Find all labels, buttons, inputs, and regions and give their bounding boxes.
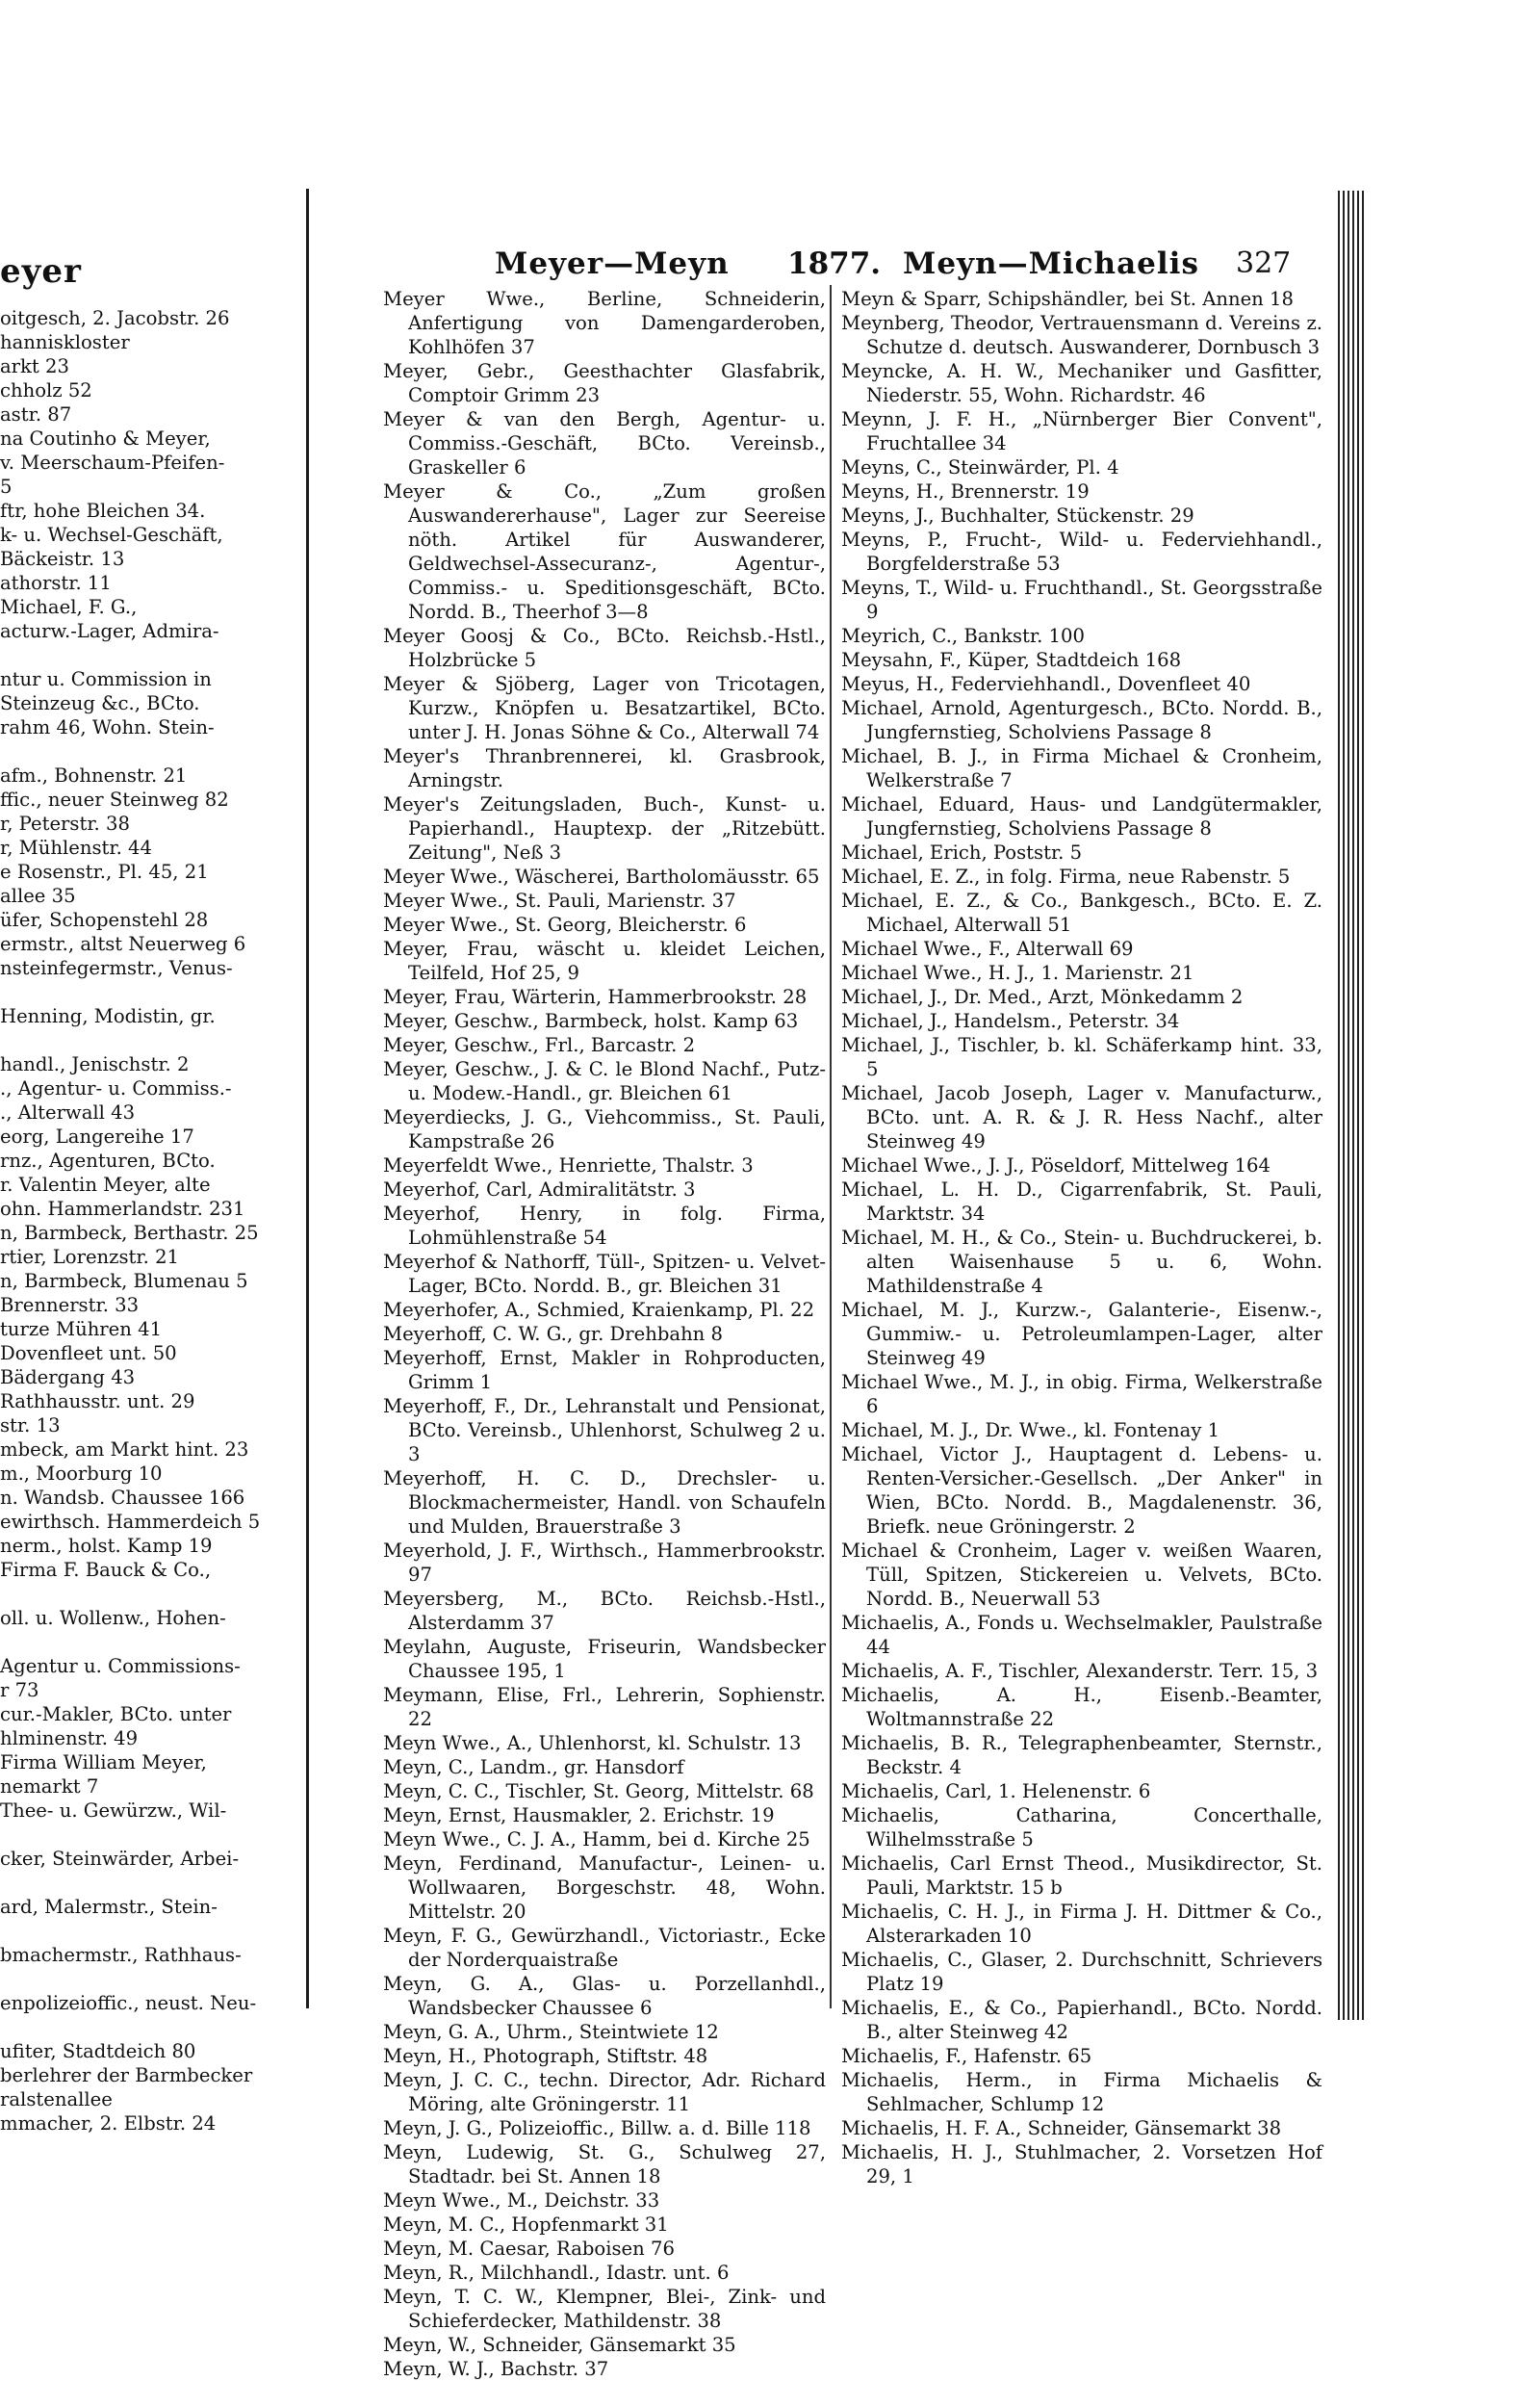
directory-entry: Michael, J., Dr. Med., Arzt, Mönkedamm 2 — [841, 986, 1244, 1008]
left-page-line: Bäckeistr. 13 — [0, 548, 125, 570]
directory-entry: Meyn, M. C., Hopfenmarkt 31 — [383, 2213, 669, 2236]
left-page-line: allee 35 — [0, 885, 76, 907]
left-page-fragment — [0, 0, 306, 2135]
directory-entry: Michael Wwe., H. J., 1. Marienstr. 21 — [841, 962, 1194, 984]
left-page-line: mmacher, 2. Elbstr. 24 — [0, 2112, 217, 2135]
left-page-line: astr. 87 — [0, 403, 72, 426]
left-page-line — [0, 1028, 302, 1052]
left-page-line: Bädergang 43 — [0, 1366, 136, 1388]
directory-entry: Michael Wwe., J. J., Pöseldorf, Mittelweg 164 — [841, 1154, 1270, 1177]
left-page-line: nsteinfegermstr., Venus- — [0, 957, 233, 979]
left-page-line: Brennerstr. 33 — [0, 1294, 140, 1316]
directory-entry: Meyer, Frau, Wärterin, Hammerbrookstr. 28 — [383, 986, 808, 1008]
left-page-line: nerm., holst. Kamp 19 — [0, 1535, 213, 1557]
left-page-line: enpolizeioffic., neust. Neu- — [0, 1992, 257, 2014]
directory-entry: Meyns, H., Brennerstr. 19 — [841, 480, 1090, 503]
left-page-line: ard, Malermstr., Stein- — [0, 1896, 218, 1918]
left-page-line: Henning, Modistin, gr. — [0, 1005, 216, 1027]
directory-entry: Meyns, P., Frucht-, Wild- u. Federviehhandl., Borgfelderstraße 53 — [841, 529, 1322, 575]
left-page-line — [0, 980, 302, 1004]
directory-entry: Meyerdiecks, J. G., Viehcommiss., St. Pauli, Kampstraße 26 — [383, 1106, 826, 1152]
directory-entry: Michaelis, Carl, 1. Helenenstr. 6 — [841, 1780, 1151, 1802]
directory-entry: Meyn, W., Schneider, Gänsemarkt 35 — [383, 2334, 736, 2356]
directory-entry: Meyersberg, M., BCto. Reichsb.-Hstl., Alsterdamm 37 — [383, 1588, 826, 1634]
directory-entry: Meyns, T., Wild- u. Fruchthandl., St. Georgsstraße 9 — [841, 577, 1322, 623]
left-page-line: arkt 23 — [0, 355, 69, 377]
directory-entry: Meyncke, A. H. W., Mechaniker und Gasfitter, Niederstr. 55, Wohn. Richardstr. 46 — [841, 360, 1322, 406]
directory-entry: Meyn, Ferdinand, Manufactur-, Leinen- u. Wollwaaren, Borgeschstr. 48, Wohn. Mittelstr. 20 — [383, 1852, 826, 1923]
directory-entry: Meyer, Geschw., J. & C. le Blond Nachf., Putz- u. Modew.-Handl., gr. Bleichen 61 — [383, 1058, 826, 1104]
left-page-line: ., Agentur- u. Commiss.- — [0, 1077, 232, 1100]
left-page-header: eyer — [0, 252, 82, 291]
left-page-line: nemarkt 7 — [0, 1775, 99, 1798]
directory-entry: Michael, Victor J., Hauptagent d. Lebens- u. Renten-Versicher.-Gesellsch. „Der Anker" in Wien, BCto. Nordd. B., Magdalenenstr. 36, Briefk. neue Gröningerstr. 2 — [841, 1443, 1322, 1538]
directory-entry: Meyer Wwe., Berline, Schneiderin, Anfertigung von Damengarderoben, Kohlhöfen 37 — [383, 288, 826, 358]
left-page-line: afm., Bohnenstr. 21 — [0, 764, 188, 787]
left-page-line: rtier, Lorenzstr. 21 — [0, 1246, 180, 1268]
directory-entry: Meyn, F. G., Gewürzhandl., Victoriastr., Ecke der Norderquaistraße — [383, 1925, 826, 1971]
left-page-line: n, Barmbeck, Berthastr. 25 — [0, 1222, 259, 1244]
directory-entry: Meyn, Ludewig, St. G., Schulweg 27, Stadtadr. bei St. Annen 18 — [383, 2141, 826, 2187]
directory-entry: Meylahn, Auguste, Friseurin, Wandsbecker Chaussee 195, 1 — [383, 1636, 826, 1682]
directory-entry: Meyer Goosj & Co., BCto. Reichsb.-Hstl., Holzbrücke 5 — [383, 625, 826, 671]
directory-entry: Meyn, C. C., Tischler, St. Georg, Mittelstr. 68 — [383, 1780, 814, 1802]
directory-entry: Meyn, J. G., Polizeioffic., Billw. a. d. Bille 118 — [383, 2117, 811, 2139]
directory-entry: Michael, M. H., & Co., Stein- u. Buchdruckerei, b. alten Waisenhause 5 u. 6, Wohn. Mathildenstraße 4 — [841, 1227, 1322, 1297]
directory-entry: Meyn, W. J., Bachstr. 37 — [383, 2358, 609, 2380]
directory-entry: Michaelis, C. H. J., in Firma J. H. Dittmer & Co., Alsterarkaden 10 — [841, 1901, 1322, 1947]
directory-entry: Meyn Wwe., M., Deichstr. 33 — [383, 2189, 660, 2212]
directory-entry: Michael, Jacob Joseph, Lager v. Manufacturw., BCto. unt. A. R. & J. R. Hess Nachf., alter Steinweg 49 — [841, 1082, 1322, 1152]
left-page-line — [0, 1823, 302, 1847]
left-page-line: ohn. Hammerlandstr. 231 — [0, 1198, 245, 1220]
directory-entry: Meyerfeldt Wwe., Henriette, Thalstr. 3 — [383, 1154, 754, 1177]
left-page-line: üfer, Schopenstehl 28 — [0, 909, 209, 931]
left-page-line: berlehrer der Barmbecker — [0, 2064, 253, 2086]
directory-entry: Michael, E. Z., in folg. Firma, neue Rabenstr. 5 — [841, 866, 1291, 888]
left-page-line: Rathhausstr. unt. 29 — [0, 1390, 195, 1412]
page-number: 327 — [1236, 246, 1292, 280]
directory-entry: Meynn, J. F. H., „Nürnberger Bier Convent", Fruchtallee 34 — [841, 408, 1322, 454]
directory-entry: Michaelis, A., Fonds u. Wechselmakler, Paulstraße 44 — [841, 1612, 1322, 1658]
left-page-line: ralstenallee — [0, 2088, 113, 2110]
left-page-line — [0, 1967, 302, 1991]
column-rule — [830, 285, 832, 2008]
directory-entry: Meyns, J., Buchhalter, Stückenstr. 29 — [841, 505, 1194, 527]
left-page-line: Agentur u. Commissions- — [0, 1655, 241, 1677]
left-page-line: oll. u. Wollenw., Hohen- — [0, 1607, 226, 1629]
directory-entry: Meyerhofer, A., Schmied, Kraienkamp, Pl. 22 — [383, 1299, 815, 1321]
header-right-range: Meyn—Michaelis — [903, 246, 1199, 281]
directory-entry: Meysahn, F., Küper, Stadtdeich 168 — [841, 649, 1182, 671]
directory-entry: Michael, Erich, Poststr. 5 — [841, 841, 1083, 864]
left-page-line: ., Alterwall 43 — [0, 1101, 136, 1124]
left-page-line: e Rosenstr., Pl. 45, 21 — [0, 861, 209, 883]
directory-entry: Meyn, G. A., Glas- u. Porzellanhdl., Wandsbecker Chaussee 6 — [383, 1973, 826, 2019]
directory-entry: Meyn, H., Photograph, Stiftstr. 48 — [383, 2045, 708, 2067]
left-page-line: handl., Jenischstr. 2 — [0, 1053, 190, 1075]
directory-entry: Meyerhof & Nathorff, Tüll-, Spitzen- u. Velvet-Lager, BCto. Nordd. B., gr. Bleichen 31 — [383, 1251, 826, 1297]
right-page — [314, 0, 1357, 2380]
left-page-line: ermstr., altst Neuerweg 6 — [0, 933, 246, 955]
left-page-line: turze Mühren 41 — [0, 1318, 163, 1340]
left-page-line — [0, 2015, 302, 2039]
directory-entry: Meyn, J. C. C., techn. Director, Adr. Richard Möring, alte Gröningerstr. 11 — [383, 2069, 826, 2115]
left-page-line: mbeck, am Markt hint. 23 — [0, 1438, 249, 1461]
directory-entry: Michaelis, B. R., Telegraphenbeamter, Sternstr., Beckstr. 4 — [841, 1732, 1322, 1778]
directory-entry: Meyus, H., Federviehhandl., Dovenfleet 40 — [841, 673, 1251, 695]
left-page-line: ntur u. Commission in — [0, 668, 212, 690]
directory-entry: Meyer, Gebr., Geesthachter Glasfabrik, Comptoir Grimm 23 — [383, 360, 826, 406]
directory-entry: Michaelis, E., & Co., Papierhandl., BCto. Nordd. B., alter Steinweg 42 — [841, 1997, 1322, 2043]
directory-entry: Michael & Cronheim, Lager v. weißen Waaren, Tüll, Spitzen, Stickereien u. Velvets, BCto. Nordd. B., Neuerwall 53 — [841, 1540, 1322, 1610]
left-page-line: ftr, hohe Bleichen 34. — [0, 500, 206, 522]
header-year: 1877. — [787, 246, 882, 281]
directory-entry: Meyer & Sjöberg, Lager von Tricotagen, Kurzw., Knöpfen u. Besatzartikel, BCto. unter J. H. Jonas Söhne & Co., Alterwall 74 — [383, 673, 826, 743]
directory-entry: Meyer & Co., „Zum großen Auswandererhause", Lager zur Seereise nöth. Artikel für Auswanderer, Geldwechsel-Assecuranz-, Agentur-, Commiss.- u. Speditionsgeschäft, BCto. Nordd. B., Theerhof 3—8 — [383, 480, 826, 623]
left-page-line: hanniskloster — [0, 331, 130, 353]
directory-entry: Meyn Wwe., C. J. A., Hamm, bei d. Kirche 25 — [383, 1828, 810, 1850]
left-page-line: n. Wandsb. Chaussee 166 — [0, 1487, 245, 1509]
directory-entry: Meyer's Thranbrennerei, kl. Grasbrook, Arningstr. — [383, 745, 826, 791]
left-page-line: k- u. Wechsel-Geschäft, — [0, 524, 223, 546]
directory-entry: Meyn, Ernst, Hausmakler, 2. Erichstr. 19 — [383, 1804, 775, 1826]
directory-entry: Meyer & van den Bergh, Agentur- u. Commiss.-Geschäft, BCto. Vereinsb., Graskeller 6 — [383, 408, 826, 479]
directory-entry: Michael, Eduard, Haus- und Landgütermakler, Jungfernstieg, Scholviens Passage 8 — [841, 793, 1322, 840]
directory-entry: Meyerhof, Carl, Admiralitätstr. 3 — [383, 1178, 696, 1201]
directory-entry: Meyn Wwe., A., Uhlenhorst, kl. Schulstr. 13 — [383, 1732, 802, 1754]
left-page-line: chholz 52 — [0, 379, 92, 401]
left-page-line: ufiter, Stadtdeich 80 — [0, 2040, 196, 2062]
directory-entry: Meyn, M. Caesar, Raboisen 76 — [383, 2238, 675, 2260]
left-page-line: r. Valentin Meyer, alte — [0, 1174, 211, 1196]
directory-entry: Meyerhoff, F., Dr., Lehranstalt und Pensionat, BCto. Vereinsb., Uhlenhorst, Schulweg 2 u. 3 — [383, 1395, 826, 1465]
directory-entry: Michaelis, Carl Ernst Theod., Musikdirector, St. Pauli, Marktstr. 15 b — [841, 1852, 1322, 1899]
left-page-line: 5 — [0, 476, 13, 498]
left-page-line: r, Peterstr. 38 — [0, 813, 130, 835]
directory-entry: Michael, J., Handelsm., Peterstr. 34 — [841, 1010, 1180, 1032]
directory-entry: Michael, J., Tischler, b. kl. Schäferkamp hint. 33, 5 — [841, 1034, 1322, 1080]
directory-entry: Meymann, Elise, Frl., Lehrerin, Sophienstr. 22 — [383, 1684, 826, 1730]
left-page-line: m., Moorburg 10 — [0, 1462, 163, 1485]
left-page-line: Steinzeug &c., BCto. — [0, 692, 200, 714]
left-page-line: r 73 — [0, 1679, 39, 1701]
directory-entry: Michael, B. J., in Firma Michael & Cronheim, Welkerstraße 7 — [841, 745, 1322, 791]
directory-entry: Meyn & Sparr, Schipshändler, bei St. Annen 18 — [841, 288, 1294, 310]
left-page-line: rahm 46, Wohn. Stein- — [0, 716, 215, 738]
left-page-line: str. 13 — [0, 1414, 61, 1436]
left-page-line: cur.-Makler, BCto. unter — [0, 1703, 232, 1725]
directory-entry: Michael, L. H. D., Cigarrenfabrik, St. Pauli, Marktstr. 34 — [841, 1178, 1322, 1225]
directory-column-1 — [383, 287, 826, 2381]
directory-entry: Michael, M. J., Kurzw.-, Galanterie-, Eisenw.-, Gummiw.- u. Petroleumlampen-Lager, alter Steinweg 49 — [841, 1299, 1322, 1369]
directory-entry: Meyrich, C., Bankstr. 100 — [841, 625, 1085, 647]
directory-entry: Michaelis, F., Hafenstr. 65 — [841, 2045, 1092, 2067]
directory-entry: Meyn, C., Landm., gr. Hansdorf — [383, 1756, 684, 1778]
left-page-line — [0, 1582, 302, 1606]
header-left-range: Meyer—Meyn — [495, 246, 730, 281]
left-page-lines — [0, 306, 302, 2135]
directory-entry: Meyer Wwe., St. Pauli, Marienstr. 37 — [383, 890, 736, 912]
left-page-line: n, Barmbeck, Blumenau 5 — [0, 1270, 248, 1292]
directory-entry: Meyerhof, Henry, in folg. Firma, Lohmühlenstraße 54 — [383, 1203, 826, 1249]
directory-entry: Michael, M. J., Dr. Wwe., kl. Fontenay 1 — [841, 1419, 1220, 1441]
left-page-line: eorg, Langereihe 17 — [0, 1126, 194, 1148]
left-page-line — [0, 643, 302, 667]
left-page-line: hlminenstr. 49 — [0, 1727, 139, 1749]
directory-entry: Meyer's Zeitungsladen, Buch-, Kunst- u. Papierhandl., Hauptexp. der „Ritzebütt. Zeitung", Neß 3 — [383, 793, 826, 864]
page-edge-shadow — [306, 189, 309, 2008]
left-page-line: Dovenfleet unt. 50 — [0, 1342, 177, 1364]
left-page-line: rnz., Agenturen, BCto. — [0, 1150, 216, 1172]
directory-entry: Michaelis, Catharina, Concerthalle, Wilhelmsstraße 5 — [841, 1804, 1322, 1850]
directory-entry: Michael, Arnold, Agenturgesch., BCto. Nordd. B., Jungfernstieg, Scholviens Passage 8 — [841, 697, 1322, 743]
directory-entry: Michaelis, H. J., Stuhlmacher, 2. Vorsetzen Hof 29, 1 — [841, 2141, 1322, 2187]
directory-entry: Michaelis, Herm., in Firma Michaelis & Sehlmacher, Schlump 12 — [841, 2069, 1322, 2115]
directory-entry: Meyerhoff, C. W. G., gr. Drehbahn 8 — [383, 1323, 724, 1345]
directory-entry: Meyerhold, J. F., Wirthsch., Hammerbrookstr. 97 — [383, 1540, 826, 1586]
directory-entry: Michaelis, A. F., Tischler, Alexanderstr. Terr. 15, 3 — [841, 1660, 1319, 1682]
directory-entry: Michaelis, H. F. A., Schneider, Gänsemarkt 38 — [841, 2117, 1282, 2139]
left-page-line: ewirthsch. Hammerdeich 5 — [0, 1511, 261, 1533]
directory-entry: Michael Wwe., F., Alterwall 69 — [841, 938, 1134, 960]
left-page-line — [0, 1630, 302, 1654]
directory-entry: Meyer Wwe., St. Georg, Bleicherstr. 6 — [383, 914, 747, 936]
left-page-line: Firma William Meyer, — [0, 1751, 207, 1773]
left-page-line: na Coutinho & Meyer, — [0, 427, 211, 450]
book-page-edges — [1338, 191, 1365, 2020]
left-page-line: oitgesch, 2. Jacobstr. 26 — [0, 307, 230, 329]
left-page-line — [0, 1919, 302, 1943]
directory-entry: Meyn, G. A., Uhrm., Steintwiete 12 — [383, 2021, 719, 2043]
left-page-line: Thee- u. Gewürzw., Wil- — [0, 1799, 227, 1822]
left-page-line — [0, 739, 302, 763]
directory-entry: Michael Wwe., M. J., in obig. Firma, Welkerstraße 6 — [841, 1371, 1322, 1417]
directory-entry: Michaelis, A. H., Eisenb.-Beamter, Woltmannstraße 22 — [841, 1684, 1322, 1730]
directory-entry: Meyerhoff, Ernst, Makler in Rohproducten, Grimm 1 — [383, 1347, 826, 1393]
directory-entry: Meyns, C., Steinwärder, Pl. 4 — [841, 456, 1119, 479]
left-page-line: bmachermstr., Rathhaus- — [0, 1944, 242, 1966]
directory-column-2 — [841, 287, 1322, 2188]
directory-entry: Michaelis, C., Glaser, 2. Durchschnitt, Schrievers Platz 19 — [841, 1949, 1322, 1995]
left-page-line: Firma F. Bauck & Co., — [0, 1559, 212, 1581]
directory-entry: Meyn, R., Milchhandl., Idastr. unt. 6 — [383, 2262, 730, 2284]
running-header — [314, 246, 1357, 287]
directory-entry: Meyer, Frau, wäscht u. kleidet Leichen, Teilfeld, Hof 25, 9 — [383, 938, 826, 984]
directory-entry: Meyerhoff, H. C. D., Drechsler- u. Blockmachermeister, Handl. von Schaufeln und Mulden, Brauerstraße 3 — [383, 1467, 826, 1538]
directory-entry: Meyer Wwe., Wäscherei, Bartholomäusstr. 65 — [383, 866, 820, 888]
directory-entry: Michael, E. Z., & Co., Bankgesch., BCto. E. Z. Michael, Alterwall 51 — [841, 890, 1322, 936]
left-page-line: v. Meerschaum-Pfeifen- — [0, 452, 225, 474]
directory-entry: Meyer, Geschw., Frl., Barcastr. 2 — [383, 1034, 696, 1056]
left-page-line: cker, Steinwärder, Arbei- — [0, 1848, 240, 1870]
directory-entry: Meyer, Geschw., Barmbeck, holst. Kamp 63 — [383, 1010, 799, 1032]
left-page-line: acturw.-Lager, Admira- — [0, 620, 219, 642]
left-page-line: Michael, F. G., — [0, 596, 138, 618]
directory-entry: Meynberg, Theodor, Vertrauensmann d. Vereins z. Schutze d. deutsch. Auswanderer, Dornbusch 3 — [841, 312, 1322, 358]
directory-entry: Meyn, T. C. W., Klempner, Blei-, Zink- und Schieferdecker, Mathildenstr. 38 — [383, 2286, 826, 2332]
left-page-line: ffic., neuer Steinweg 82 — [0, 789, 229, 811]
left-page-line: r, Mühlenstr. 44 — [0, 837, 152, 859]
left-page-line: athorstr. 11 — [0, 572, 112, 594]
left-page-line — [0, 1871, 302, 1895]
